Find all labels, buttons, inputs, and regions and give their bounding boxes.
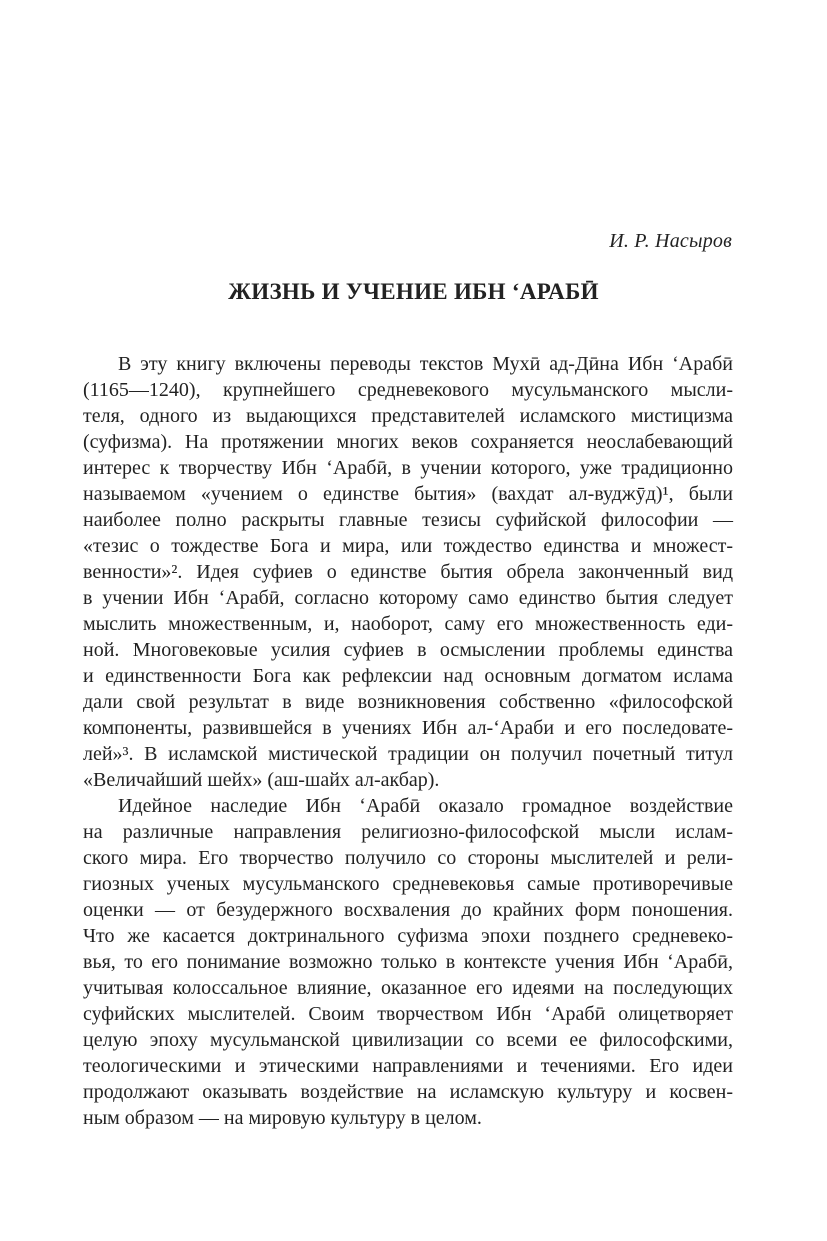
text-line: учитывая колоссальное влияние, оказанное его идеями на последующих (83, 977, 733, 999)
body-text (83, 351, 733, 1131)
paragraph-1 (83, 351, 733, 793)
text-line: теологическими и этическими направлениями и течениями. Его идеи (83, 1055, 733, 1077)
author-name: И. Р. Насыров (609, 230, 732, 252)
paragraph-2 (83, 793, 733, 1131)
text-line: Идейное наследие Ибн ʻАрабӣ оказало громадное воздействие (118, 795, 733, 817)
text-line: оценки — от безудержного восхваления до крайних форм поношения. (83, 899, 733, 921)
text-line: в учении Ибн ʻАрабӣ, согласно которому само единство бытия следует (83, 587, 733, 609)
text-line: (суфизма). На протяжении многих веков сохраняется неослабевающий (83, 431, 733, 453)
text-line: и единственности Бога как рефлексии над основным догматом ислама (83, 665, 733, 687)
text-line: на различные направления религиозно-философской мысли ислам- (83, 821, 733, 843)
text-line: мыслить множественным, и, наоборот, саму его множественность еди- (83, 613, 733, 635)
text-line: вья, то его понимание возможно только в контексте учения Ибн ʻАрабӣ, (83, 951, 733, 973)
text-line: «тезис о тождестве Бога и мира, или тождество единства и множест- (83, 535, 733, 557)
text-line: дали свой результат в виде возникновения собственно «философской (83, 691, 733, 713)
text-line: Что же касается доктринального суфизма эпохи позднего средневеко- (83, 925, 733, 947)
text-line: В эту книгу включены переводы текстов Мухӣ ад-Дӣна Ибн ʻАрабӣ (118, 353, 733, 375)
text-line: наиболее полно раскрыты главные тезисы суфийской философии — (83, 509, 733, 531)
text-line: интерес к творчеству Ибн ʻАрабӣ, в учении которого, уже традиционно (83, 457, 733, 479)
text-line: ского мира. Его творчество получило со стороны мыслителей и рели- (83, 847, 733, 869)
text-line: «Величайший шейх» (аш-шайх ал-акбар). (83, 769, 440, 791)
text-line: теля, одного из выдающихся представителей исламского мистицизма (83, 405, 733, 427)
text-line: ной. Многовековые усилия суфиев в осмыслении проблемы единства (83, 639, 733, 661)
text-line: лей»³. В исламской мистической традиции он получил почетный титул (83, 743, 733, 765)
text-line: венности»². Идея суфиев о единстве бытия обрела законченный вид (83, 561, 733, 583)
text-line: (1165—1240), крупнейшего средневекового мусульманского мысли- (83, 379, 733, 401)
text-line: компоненты, развившейся в учениях Ибн ал-ʻАраби и его последовате- (83, 717, 733, 739)
text-line: гиозных ученых мусульманского средневековья самые противоречивые (83, 873, 733, 895)
text-line: суфийских мыслителей. Своим творчеством Ибн ʻАрабӣ олицетворяет (83, 1003, 733, 1025)
text-line: продолжают оказывать воздействие на исламскую культуру и косвен- (83, 1081, 733, 1103)
text-line: целую эпоху мусульманской цивилизации со всеми ее философскими, (83, 1029, 733, 1051)
chapter-title: ЖИЗНЬ И УЧЕНИЕ ИБН ʻАРАБӢ (228, 279, 599, 304)
text-line: ным образом — на мировую культуру в целом. (83, 1107, 482, 1129)
text-line: называемом «учением о единстве бытия» (вахдат ал-вуджӯд)¹, были (83, 483, 733, 505)
